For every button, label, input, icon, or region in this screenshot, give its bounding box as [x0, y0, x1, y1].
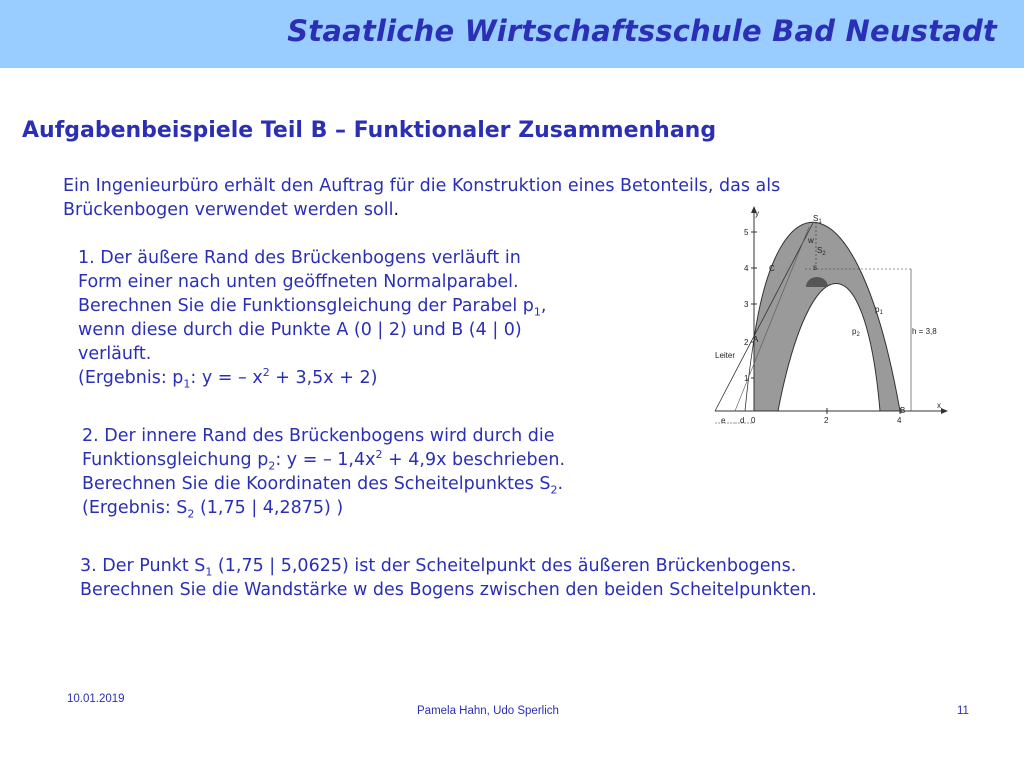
footer-authors: Pamela Hahn, Udo Sperlich: [417, 705, 559, 717]
intro-line-1: Ein Ingenieurbüro erhält den Auftrag für die Konstruktion eines Betonteils, das als: [63, 176, 781, 196]
task-1-line-1: 1. Der äußere Rand des Brückenbogens verläuft in: [78, 248, 521, 268]
task-2-result-a: (Ergebnis: S: [82, 498, 188, 518]
subscript: 1: [533, 305, 541, 319]
label-b: B: [900, 406, 906, 415]
y-tick-5: 5: [744, 228, 749, 237]
task-1: [78, 246, 638, 390]
slide-title: Aufgabenbeispiele Teil B – Funktionaler Zusammenhang: [22, 118, 717, 143]
bridge-arch-diagram: [705, 205, 950, 435]
x-axis-arrow: [941, 408, 948, 414]
task-2-line-3: [82, 472, 682, 496]
task-2-line-3-a: Berechnen Sie die Koordinaten des Scheitelpunktes S: [82, 474, 551, 494]
x-tick-0: 0: [751, 416, 756, 425]
subscript: 2: [268, 459, 276, 473]
result-text-b: : y = – x: [190, 368, 263, 388]
footer-date: 10.01.2019: [67, 693, 125, 705]
label-d: d: [740, 416, 745, 425]
label-s2: $S_2$: [817, 246, 826, 257]
subscript: 2: [187, 507, 195, 521]
label-e: e: [721, 416, 726, 425]
y-tick-1: 1: [744, 374, 749, 383]
task-1-line-3-text: Berechnen Sie die Funktionsgleichung der Parabel p: [78, 296, 534, 316]
y-axis-label: y: [755, 209, 759, 218]
task-2-line-2-b: : y = – 1,4x: [275, 450, 376, 470]
task-1-line-3-end: ,: [540, 296, 547, 316]
task-3-line-2: Berechnen Sie die Wandstärke w des Bogens zwischen den beiden Scheitelpunkten.: [80, 580, 817, 600]
label-h: h = 3,8: [912, 327, 937, 336]
x-axis-label: x: [937, 401, 941, 410]
task-1-result: [78, 366, 638, 390]
intro-period: .: [393, 200, 400, 220]
task-2-line-2-a: Funktionsgleichung p: [82, 450, 269, 470]
arch-band: [754, 222, 900, 411]
subscript: 1: [205, 565, 213, 579]
label-p2: $p_2$: [852, 327, 860, 338]
task-3-line-1-a: 3. Der Punkt S: [80, 556, 206, 576]
label-a: A: [753, 335, 759, 344]
task-2-line-3-b: .: [557, 474, 564, 494]
label-s1: $S_1$: [813, 214, 822, 225]
subscript: 1: [183, 377, 191, 391]
task-1-line-5: verläuft.: [78, 344, 152, 364]
superscript: 2: [375, 448, 383, 462]
label-p1: $p_1$: [875, 305, 883, 316]
task-2: [82, 424, 682, 520]
task-2-result-b: (1,75 | 4,2875) ): [194, 498, 344, 518]
x-tick-4: 4: [897, 416, 902, 425]
intro-line-2-text: Brückenbogen verwendet werden soll: [63, 200, 394, 220]
label-w: w: [808, 236, 814, 245]
label-c: C: [769, 264, 775, 273]
task-3-line-1-b: (1,75 | 5,0625) ist der Scheitelpunkt des äußeren Brückenbogens.: [212, 556, 797, 576]
y-tick-2: 2: [744, 338, 749, 347]
header-bar: [0, 0, 1024, 68]
task-2-result: [82, 496, 682, 520]
school-title: Staatliche Wirtschaftsschule Bad Neustadt: [287, 14, 997, 48]
task-2-line-1: 2. Der innere Rand des Brückenbogens wird durch die: [82, 426, 555, 446]
task-1-line-3: [78, 294, 638, 318]
label-leiter: Leiter: [715, 351, 736, 360]
x-tick-2: 2: [824, 416, 829, 425]
footer-page-number: 11: [957, 705, 969, 717]
result-text-a: (Ergebnis: p: [78, 368, 184, 388]
subscript: 2: [550, 483, 558, 497]
superscript: 2: [262, 366, 270, 380]
task-2-line-2: [82, 448, 682, 472]
task-3-line-1: [80, 554, 980, 578]
label-s: s: [813, 263, 817, 272]
task-1-line-2: Form einer nach unten geöffneten Normalparabel.: [78, 272, 519, 292]
task-2-line-2-c: + 4,9x beschrieben.: [382, 450, 566, 470]
y-tick-3: 3: [744, 300, 749, 309]
y-tick-4: 4: [744, 264, 749, 273]
task-1-line-4: wenn diese durch die Punkte A (0 | 2) und B (4 | 0): [78, 320, 522, 340]
result-text-c: + 3,5x + 2): [269, 368, 378, 388]
task-3: [80, 554, 980, 602]
